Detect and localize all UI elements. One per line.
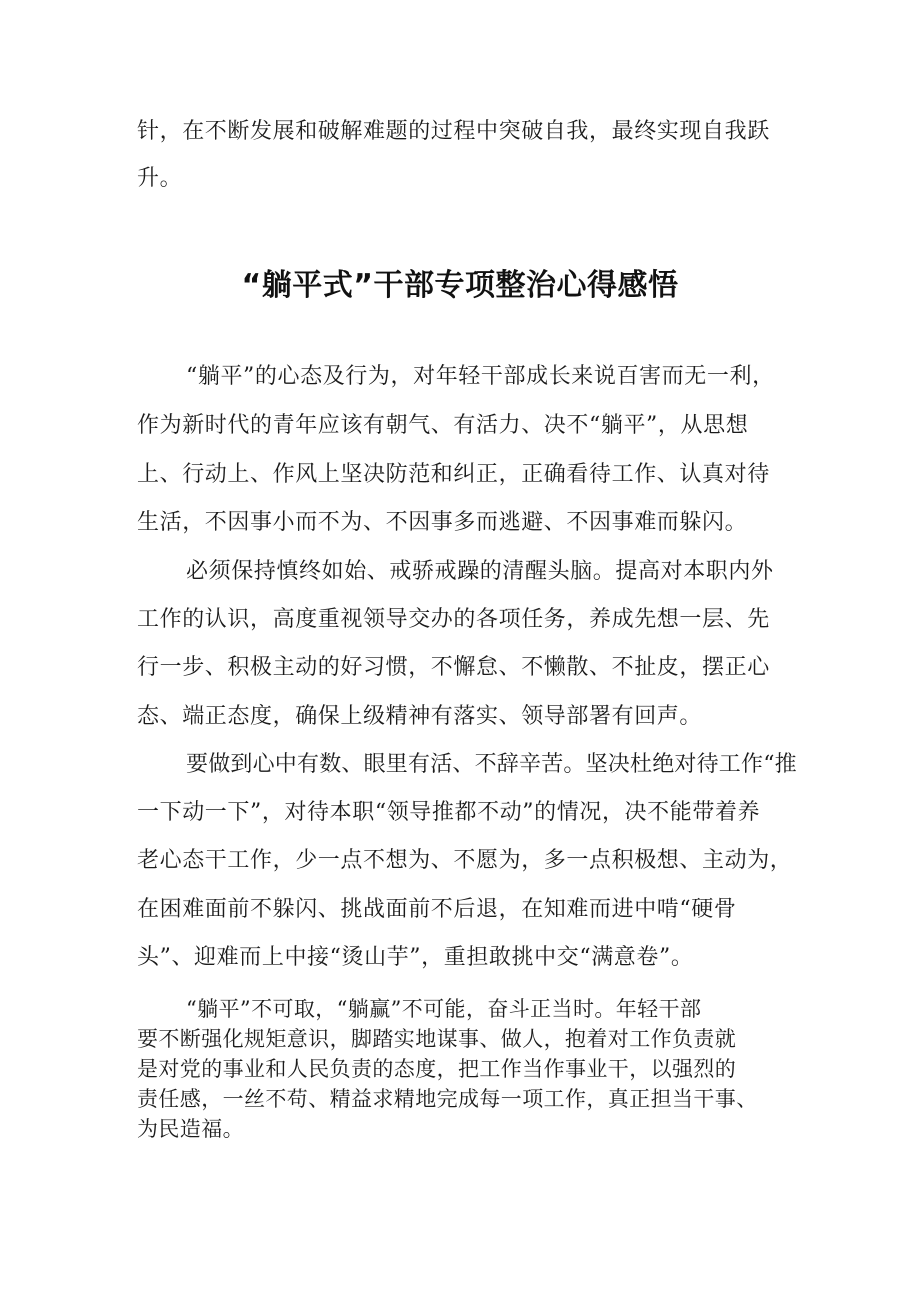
article-title: “躺平式”干部专项整治心得感悟 xyxy=(241,268,679,303)
text-line: 要不断强化规矩意识，脚踏实地谋事、做人，抱着对工作负责就 xyxy=(137,1027,737,1051)
text-line: 责任感，一丝不苟、精益求精地完成每一项工作，真正担当干事、 xyxy=(137,1087,758,1111)
text-line: 升。 xyxy=(137,166,183,191)
text-line: “躺平”的心态及行为，对年轻干部成长来说百害而无一利， xyxy=(186,364,775,389)
text-line: 针，在不断发展和破解难题的过程中突破自我，最终实现自我跃 xyxy=(137,119,770,144)
text-line: 作为新时代的青年应该有朝气、有活力、决不“躺平”，从思想 xyxy=(137,413,749,438)
text-line: 态、端正态度，确保上级精神有落实、领导部署有回声。 xyxy=(137,704,703,729)
text-line: 要做到心中有数、眼里有活、不辞辛苦。坚决杜绝对待工作“推 xyxy=(186,752,797,777)
text-line: 上、行动上、作风上坚决防范和纠正，正确看待工作、认真对待 xyxy=(137,462,770,487)
text-line: 在困难面前不躲闪、挑战面前不后退，在知难而进中啃“硬骨 xyxy=(137,897,737,922)
text-line: 为民造福。 xyxy=(137,1117,244,1141)
text-line: 一下动一下”，对待本职“领导推都不动”的情况，决不能带着养 xyxy=(137,800,761,825)
text-line: 工作的认识，高度重视领导交办的各项任务，养成先想一层、先 xyxy=(137,607,770,632)
text-line: 老心态干工作，少一点不想为、不愿为，多一点积极想、主动为， xyxy=(137,848,793,873)
text-line: 生活，不因事小而不为、不因事多而逃避、不因事难而躲闪。 xyxy=(137,510,748,535)
text-line: 必须保持慎终如始、戒骄戒躁的清醒头脑。提高对本职内外 xyxy=(186,559,774,584)
text-line: “躺平”不可取，“躺赢”不可能，奋斗正当时。年轻干部 xyxy=(186,997,702,1021)
text-line: 行一步、积极主动的好习惯，不懈怠、不懒散、不扯皮，摆正心 xyxy=(137,655,770,680)
text-line: 头”、迎难而上中接“烫山芋”，重担敢挑中交“满意卷”。 xyxy=(137,945,694,970)
text-line: 是对党的事业和人民负责的态度，把工作当作事业干，以强烈的 xyxy=(137,1057,737,1081)
